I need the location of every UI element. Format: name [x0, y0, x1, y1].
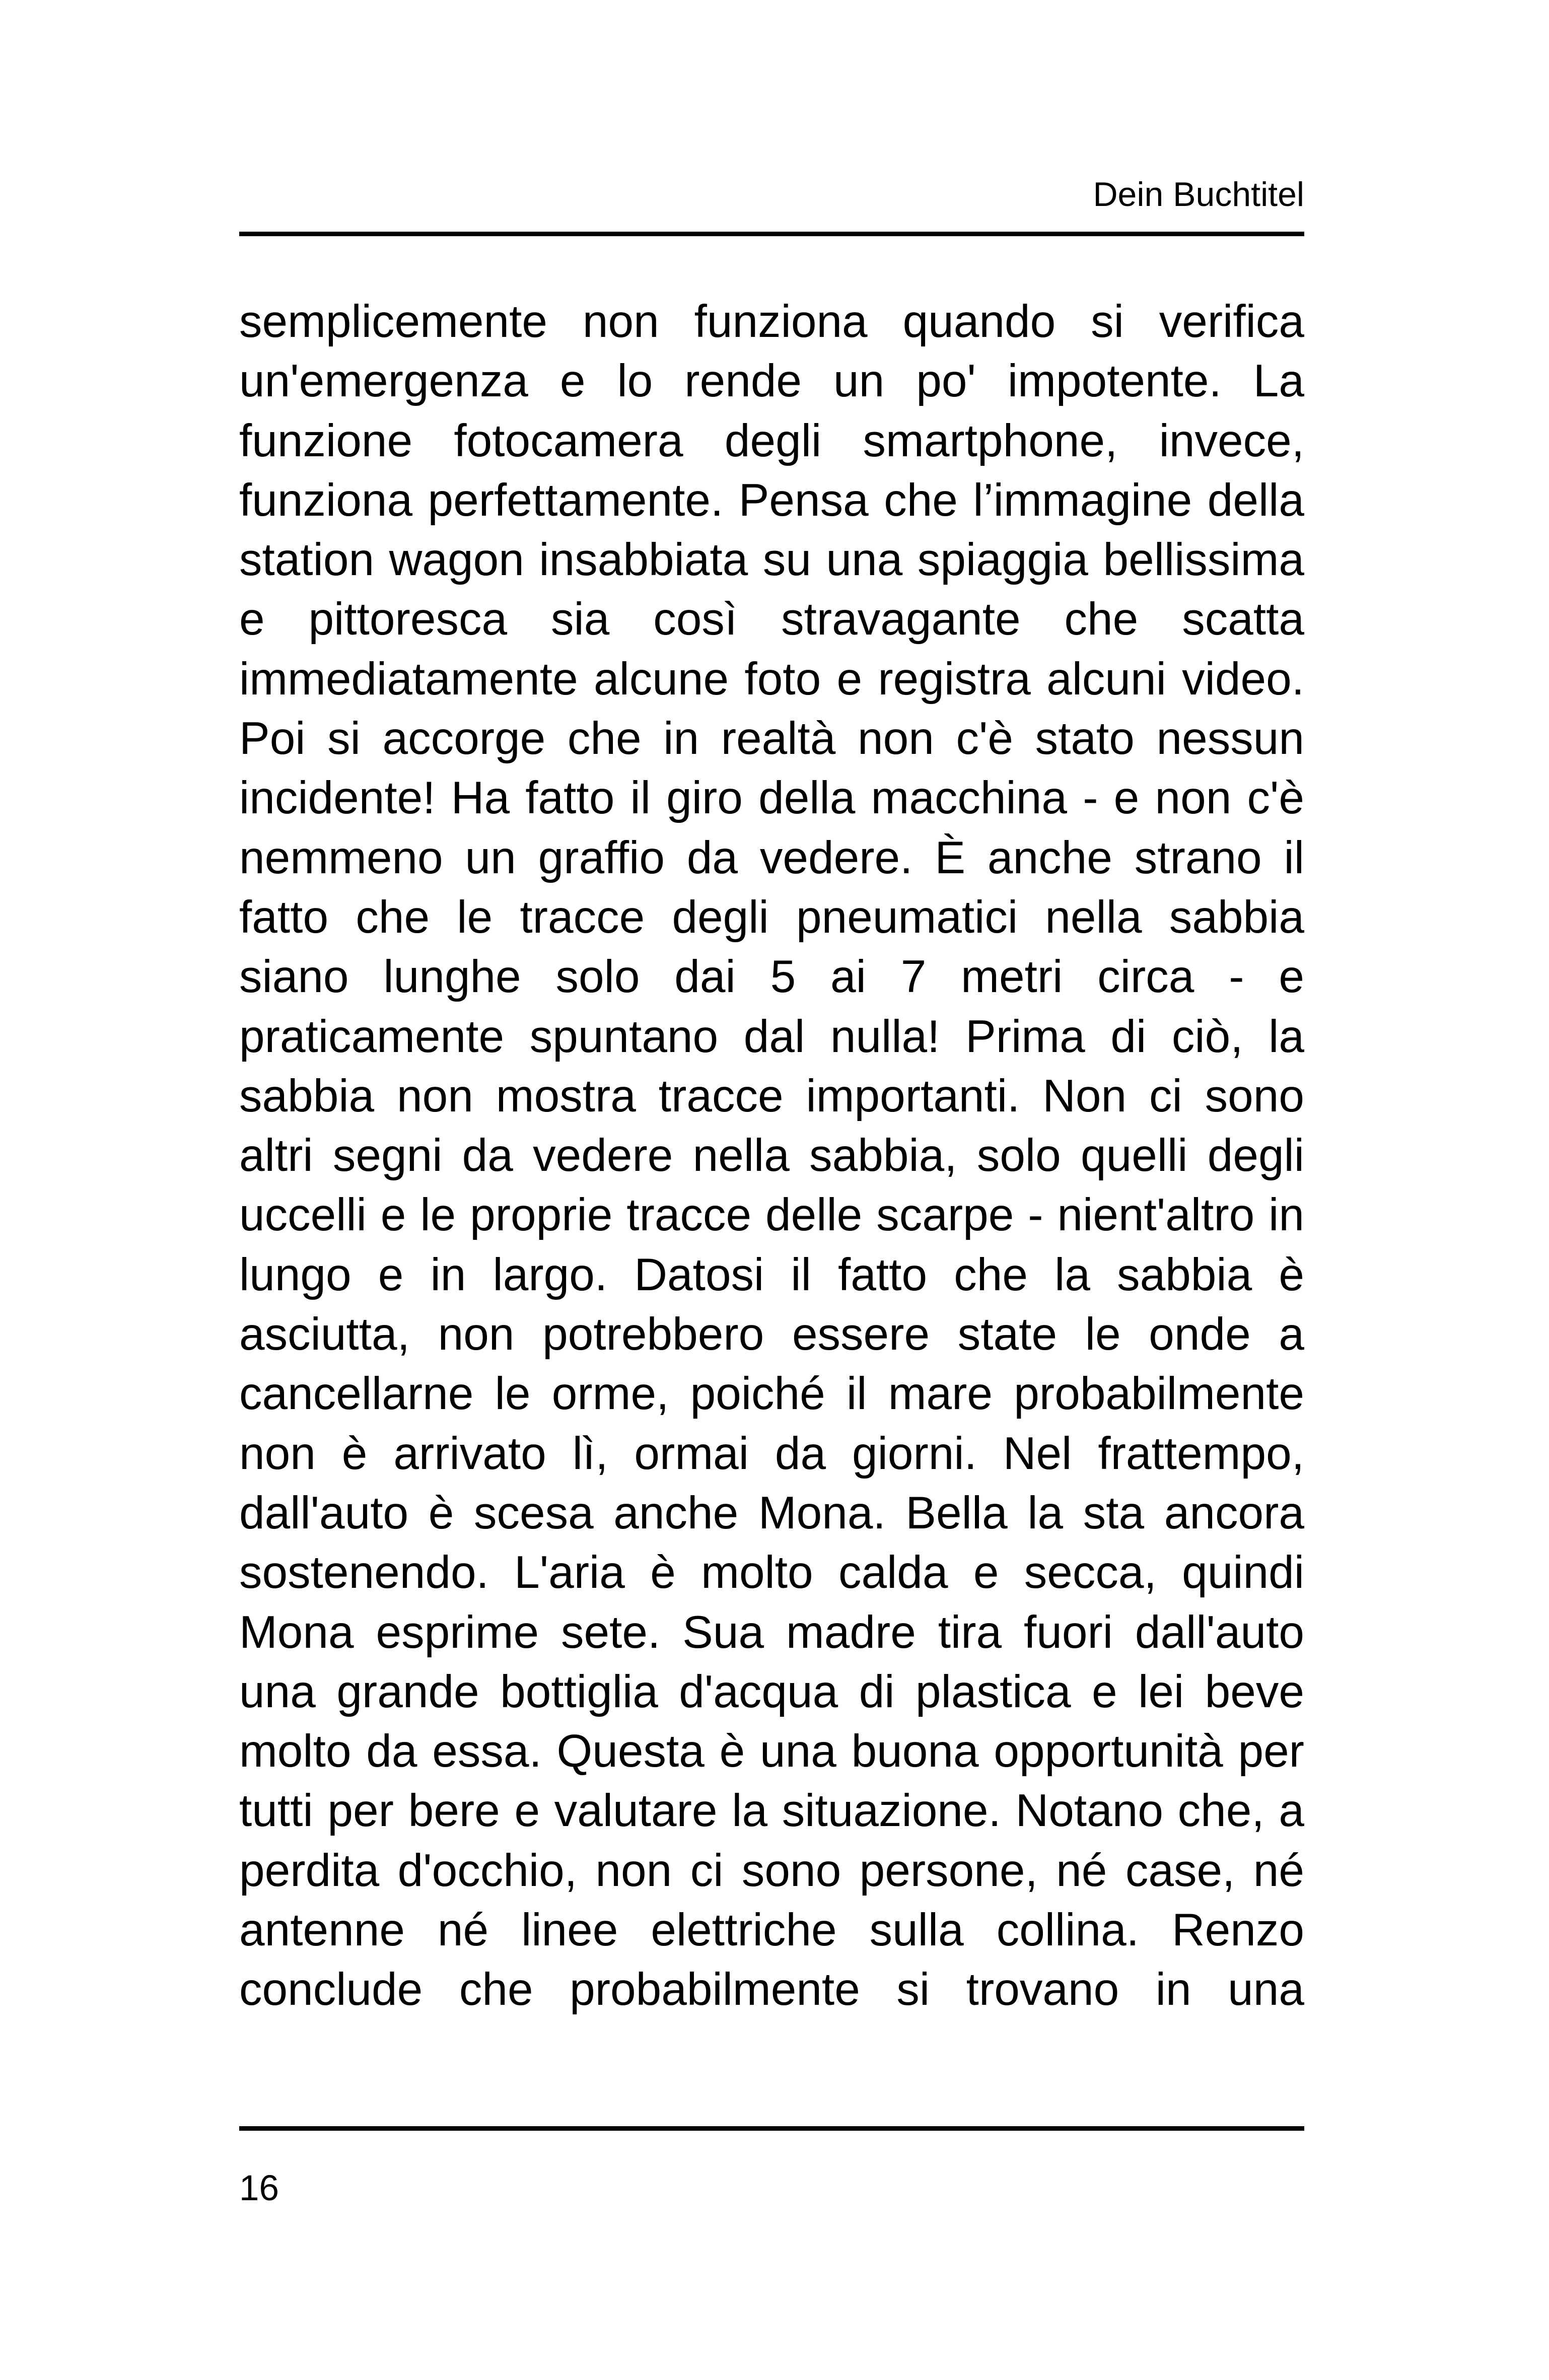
running-header-title: Dein Buchtitel	[1093, 175, 1304, 214]
text-line: molto da essa. Questa è una buona opportunità per	[239, 1726, 1304, 1777]
text-line: un'emergenza e lo rende un po' impotente. La	[239, 356, 1304, 407]
footer-rule	[239, 2126, 1304, 2131]
text-line: station wagon insabbiata su una spiaggia bellissima	[239, 534, 1304, 586]
text-line: uccelli e le proprie tracce delle scarpe - nient'altro in	[239, 1189, 1304, 1241]
text-line: nemmeno un graffio da vedere. È anche strano il	[239, 832, 1304, 883]
text-line: altri segni da vedere nella sabbia, solo quelli degli	[239, 1130, 1304, 1181]
text-line: una grande bottiglia d'acqua di plastica e lei beve	[239, 1666, 1304, 1717]
text-line: incidente! Ha fatto il giro della macchina - e non c'è	[239, 773, 1304, 824]
text-line: sostenendo. L'aria è molto calda e secca, quindi	[239, 1547, 1304, 1598]
text-line: Mona esprime sete. Sua madre tira fuori dall'auto	[239, 1606, 1304, 1658]
text-line: perdita d'occhio, non ci sono persone, né case, né	[239, 1845, 1304, 1896]
text-line: praticamente spuntano dal nulla! Prima di ciò, la	[239, 1011, 1304, 1062]
text-line: funzione fotocamera degli smartphone, invece,	[239, 415, 1304, 466]
text-line: siano lunghe solo dai 5 ai 7 metri circa - e	[239, 951, 1304, 1003]
text-line: Poi si accorge che in realtà non c'è stato nessun	[239, 713, 1304, 764]
text-line: tutti per bere e valutare la situazione. Notano che, a	[239, 1785, 1304, 1837]
text-line: sabbia non mostra tracce importanti. Non ci sono	[239, 1070, 1304, 1122]
text-line: antenne né linee elettriche sulla collina. Renzo	[239, 1905, 1304, 1956]
text-line: conclude che probabilmente si trovano in una	[239, 1964, 1304, 2015]
text-line: fatto che le tracce degli pneumatici nella sabbia	[239, 891, 1304, 943]
text-line: funziona perfettamente. Pensa che l’immagine della	[239, 474, 1304, 526]
text-line: semplicemente non funziona quando si verifica	[239, 296, 1304, 347]
text-line: immediatamente alcune foto e registra alcuni video.	[239, 653, 1304, 705]
text-line: lungo e in largo. Datosi il fatto che la sabbia è	[239, 1249, 1304, 1300]
page-number: 16	[239, 2168, 279, 2208]
text-line: e pittoresca sia così stravagante che scatta	[239, 594, 1304, 645]
header-rule	[239, 232, 1304, 236]
body-text	[239, 292, 1304, 2020]
text-line: dall'auto è scesa anche Mona. Bella la sta ancora	[239, 1487, 1304, 1538]
text-line: non è arrivato lì, ormai da giorni. Nel frattempo,	[239, 1428, 1304, 1479]
text-line: cancellarne le orme, poiché il mare probabilmente	[239, 1368, 1304, 1420]
text-line: asciutta, non potrebbero essere state le onde a	[239, 1309, 1304, 1360]
